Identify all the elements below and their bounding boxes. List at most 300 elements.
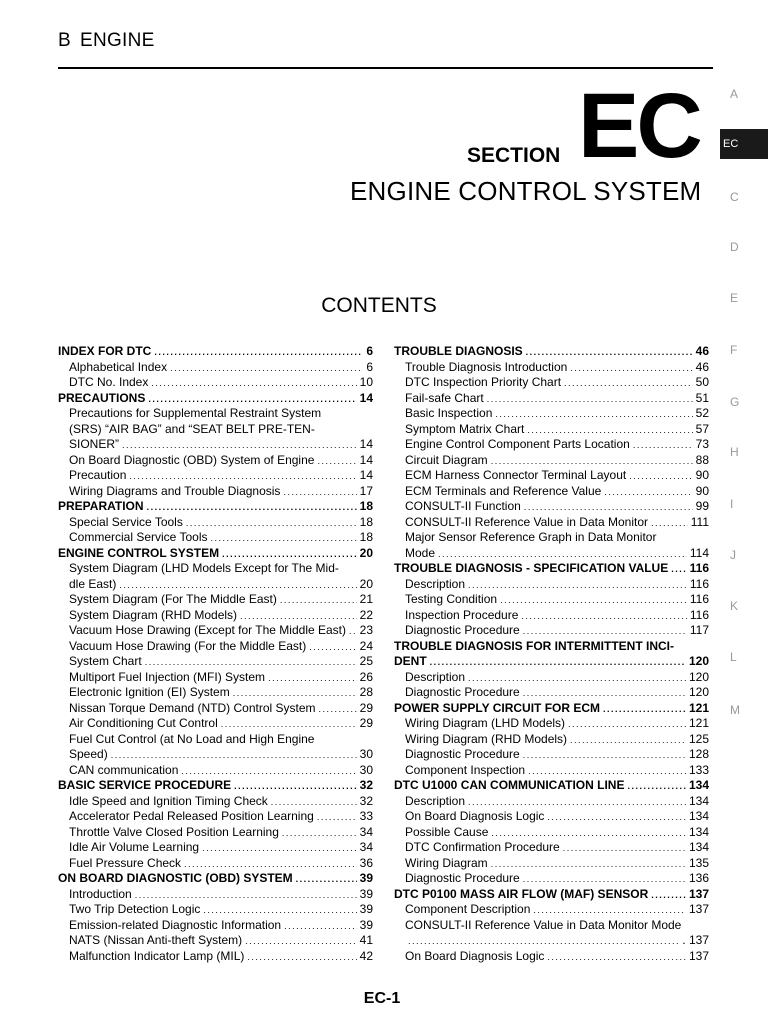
toc-entry-title: Circuit Diagram: [405, 452, 488, 467]
toc-entry-title: Accelerator Pedal Released Position Learning: [69, 809, 314, 823]
toc-entry-page: 57: [695, 421, 709, 436]
toc-entry-page: 134: [688, 824, 709, 839]
toc-entry-title: Basic Inspection: [405, 406, 493, 420]
toc-leader-dots: [181, 764, 356, 779]
toc-entry[interactable]: [58, 577, 373, 593]
contents-heading: CONTENTS: [321, 294, 437, 317]
toc-entry[interactable]: [58, 515, 373, 531]
toc-entry-page: 20: [359, 576, 373, 591]
toc-entry[interactable]: [394, 763, 709, 779]
toc-entry[interactable]: [394, 701, 709, 717]
toc-entry-title: Trouble Diagnosis Introduction: [405, 359, 568, 374]
toc-entry-page: 51: [695, 390, 709, 405]
toc-entry-page: 39: [359, 902, 373, 916]
toc-leader-dots: [524, 500, 693, 515]
toc-entry-title: SIONER”: [69, 437, 120, 451]
toc-entry-title: Mode: [405, 545, 436, 560]
toc-entry[interactable]: [394, 918, 709, 934]
toc-entry-title: PRECAUTIONS: [58, 390, 146, 405]
toc-leader-dots: [319, 702, 357, 717]
toc-leader-dots: [129, 469, 356, 484]
toc-entry[interactable]: [394, 949, 709, 965]
side-index-tab[interactable]: E: [730, 291, 739, 305]
toc-entry-page: 133: [688, 762, 709, 777]
toc-entry[interactable]: [58, 639, 373, 655]
toc-entry-page: 20: [359, 545, 373, 560]
toc-leader-dots: [282, 826, 357, 841]
toc-entry[interactable]: [58, 468, 373, 484]
toc-entry-page: 32: [359, 778, 373, 792]
toc-entry-title: TROUBLE DIAGNOSIS - SPECIFICATION VALUE: [394, 561, 669, 575]
toc-leader-dots: [284, 919, 357, 934]
toc-leader-dots: [491, 454, 693, 469]
toc-entry-page: 114: [689, 545, 709, 560]
toc-leader-dots: [234, 779, 356, 794]
toc-leader-dots: [296, 872, 357, 887]
toc-entry[interactable]: [58, 778, 373, 794]
toc-entry-title: Idle Air Volume Learning: [69, 840, 200, 854]
toc-leader-dots: [563, 841, 686, 856]
toc-entry[interactable]: [394, 592, 709, 608]
toc-entry-page: 39: [359, 886, 373, 901]
toc-entry-page: 120: [688, 654, 709, 668]
toc-entry[interactable]: [394, 654, 709, 670]
toc-entry-title: System Diagram (For The Middle East): [69, 592, 277, 606]
toc-entry-page: 120: [688, 685, 709, 699]
toc-leader-dots: [568, 717, 686, 732]
toc-leader-dots: [570, 361, 692, 376]
toc-leader-dots: [283, 485, 356, 500]
toc-entry-page: 39: [359, 871, 373, 885]
toc-entry-page: 39: [359, 917, 373, 932]
toc-entry-title: DTC Inspection Priority Chart: [405, 375, 562, 389]
toc-entry-title: INDEX FOR DTC: [58, 344, 152, 358]
toc-entry-title: DTC U1000 CAN COMMUNICATION LINE: [394, 778, 625, 792]
toc-leader-dots: [633, 438, 693, 453]
toc-entry[interactable]: [58, 902, 373, 918]
toc-entry-title: ECM Terminals and Reference Value: [405, 483, 602, 498]
toc-entry-page: 121: [688, 700, 709, 715]
toc-entry-page: 34: [359, 840, 373, 854]
toc-entry[interactable]: [394, 499, 709, 515]
toc-entry-page: 134: [688, 840, 709, 854]
toc-entry[interactable]: [394, 778, 709, 794]
toc-entry[interactable]: [58, 608, 373, 624]
toc-entry-title: NATS (Nissan Anti-theft System): [69, 933, 243, 947]
toc-entry-title: CONSULT-II Reference Value in Data Monitor: [405, 514, 648, 529]
toc-entry[interactable]: [58, 887, 373, 903]
toc-entry-title: Diagnostic Procedure: [405, 747, 520, 761]
toc-entry-title: DTC Confirmation Procedure: [405, 840, 560, 854]
toc-entry-title: ON BOARD DIAGNOSTIC (OBD) SYSTEM: [58, 871, 293, 885]
toc-entry[interactable]: [58, 685, 373, 701]
toc-entry-title: Alphabetical Index: [69, 359, 168, 374]
toc-leader-dots: [533, 903, 686, 918]
toc-leader-dots: [111, 748, 357, 763]
toc-entry-title: Electronic Ignition (EI) System: [69, 685, 230, 699]
group-header: [58, 30, 155, 52]
toc-leader-dots: [268, 671, 357, 686]
toc-entry-page: 30: [359, 762, 373, 777]
toc-entry-page: 137: [688, 886, 709, 901]
toc-leader-dots: [309, 640, 356, 655]
toc-entry-title: DTC No. Index: [69, 375, 149, 389]
toc-leader-dots: [500, 593, 687, 608]
toc-entry-page: 30: [359, 747, 373, 761]
toc-entry-title: (SRS) “AIR BAG” and “SEAT BELT PRE-TEN-: [69, 421, 315, 436]
header-rule: [58, 67, 713, 69]
toc-entry[interactable]: [394, 437, 709, 453]
toc-entry-title: POWER SUPPLY CIRCUIT FOR ECM: [394, 700, 601, 715]
toc-entry-page: 111: [690, 514, 709, 529]
toc-entry-page: 18: [359, 499, 373, 513]
toc-entry-page: 33: [359, 809, 373, 823]
toc-entry[interactable]: [394, 515, 709, 531]
toc-entry[interactable]: [394, 809, 709, 825]
toc-leader-dots: [240, 609, 357, 624]
toc-entry[interactable]: [394, 825, 709, 841]
toc-entry[interactable]: [58, 670, 373, 686]
toc-entry[interactable]: [394, 639, 709, 655]
page-number: EC-1: [363, 990, 401, 1007]
toc-leader-dots: [651, 516, 688, 531]
toc-leader-dots: [564, 376, 693, 391]
toc-entry-title: Diagnostic Procedure: [405, 871, 520, 885]
side-index-tab[interactable]: EC: [720, 129, 768, 159]
toc-entry[interactable]: [394, 546, 709, 562]
toc-entry-title: DENT: [394, 654, 427, 668]
toc-entry-title: ENGINE CONTROL SYSTEM: [58, 545, 220, 560]
toc-entry[interactable]: [58, 747, 373, 763]
toc-entry-title: Special Service Tools: [69, 514, 183, 529]
toc-entry-page: 18: [359, 530, 373, 544]
toc-leader-dots: [184, 857, 357, 872]
toc-entry-title: Wiring Diagram: [405, 855, 488, 870]
toc-leader-dots: [651, 888, 686, 903]
toc-leader-dots: [671, 562, 686, 577]
toc-entry-page: 32: [359, 793, 373, 808]
toc-entry[interactable]: [58, 949, 373, 965]
toc-leader-dots: [603, 702, 686, 717]
toc-leader-dots: [147, 500, 357, 515]
toc-entry-title: On Board Diagnostic (OBD) System of Engine: [69, 452, 315, 467]
toc-entry[interactable]: [394, 856, 709, 872]
toc-leader-dots: [317, 454, 356, 469]
toc-entry-title: Description: [405, 793, 466, 808]
toc-entry-page: 29: [359, 716, 373, 730]
toc-entry-title: On Board Diagnosis Logic: [405, 809, 545, 823]
toc-entry[interactable]: [58, 546, 373, 562]
side-index-tab[interactable]: I: [730, 497, 734, 511]
toc-leader-dots: [222, 547, 357, 562]
toc-leader-dots: [271, 795, 357, 810]
toc-entry[interactable]: [58, 592, 373, 608]
toc-entry-title: Fuel Cut Control (at No Load and High Engine: [69, 731, 315, 746]
toc-leader-dots: [154, 345, 363, 360]
toc-entry[interactable]: [394, 391, 709, 407]
side-index: [720, 0, 768, 1024]
toc-entry-page: 28: [359, 685, 373, 699]
toc-entry[interactable]: [58, 763, 373, 779]
toc-entry-title: System Diagram (LHD Models Except for The Mid-: [69, 561, 339, 575]
toc-entry-page: 52: [695, 406, 709, 420]
toc-entry-page: 14: [359, 390, 373, 405]
toc-entry-title: TROUBLE DIAGNOSIS FOR INTERMITTENT INCI-: [394, 638, 674, 653]
toc-leader-dots: [491, 857, 686, 872]
toc-leader-dots: [317, 810, 357, 825]
toc-entry-title: Precautions for Supplemental Restraint System: [69, 406, 322, 420]
toc-entry-title: CONSULT-II Reference Value in Data Monitor Mode: [405, 917, 682, 932]
toc-entry-page: 116: [689, 607, 709, 622]
toc-entry[interactable]: [58, 422, 373, 438]
toc-leader-dots: [221, 717, 357, 732]
toc-entry-title: Multiport Fuel Injection (MFI) System: [69, 669, 266, 684]
toc-entry-page: 36: [359, 855, 373, 870]
toc-entry[interactable]: [58, 375, 373, 391]
toc-entry-title: ECM Harness Connector Terminal Layout: [405, 468, 627, 482]
toc-entry-title: Speed): [69, 747, 108, 761]
toc-entry-title: DTC P0100 MASS AIR FLOW (MAF) SENSOR: [394, 886, 649, 901]
toc-entry-title: Symptom Matrix Chart: [405, 421, 525, 436]
toc-entry[interactable]: [58, 391, 373, 407]
toc-entry[interactable]: [58, 437, 373, 453]
side-index-tab[interactable]: F: [730, 343, 738, 357]
toc-entry-title: System Diagram (RHD Models): [69, 607, 238, 622]
group-name: ENGINE: [79, 30, 155, 51]
toc-entry[interactable]: [394, 406, 709, 422]
toc-leader-dots: [148, 392, 356, 407]
side-index-tab[interactable]: A: [730, 87, 739, 101]
toc-entry-page: 117: [689, 623, 709, 637]
toc-entry-page: 22: [359, 607, 373, 622]
toc-leader-dots: [523, 624, 687, 639]
side-index-tab[interactable]: D: [730, 240, 739, 254]
toc-entry[interactable]: [58, 360, 373, 376]
toc-entry-title: Introduction: [69, 886, 132, 901]
toc-leader-dots: [145, 655, 357, 670]
toc-entry[interactable]: [58, 794, 373, 810]
toc-entry[interactable]: [394, 887, 709, 903]
group-letter: B: [58, 30, 71, 51]
toc-leader-dots: [233, 686, 357, 701]
toc-entry-title: Fail-safe Chart: [405, 390, 484, 405]
toc-entry[interactable]: [394, 623, 709, 639]
toc-entry-page: 137: [688, 902, 709, 916]
toc-leader-dots: [430, 655, 686, 670]
toc-entry-page: 18: [359, 514, 373, 529]
toc-entry-page: 21: [359, 592, 373, 606]
toc-entry[interactable]: [58, 701, 373, 717]
toc-entry[interactable]: [58, 825, 373, 841]
side-index-tab[interactable]: L: [730, 650, 737, 664]
toc-entry-page: 24: [359, 638, 373, 653]
toc-entry[interactable]: [394, 747, 709, 763]
toc-leader-dots: [203, 903, 356, 918]
toc-right-column: [394, 344, 709, 964]
toc-entry-page: 134: [688, 778, 709, 792]
toc-leader-dots: [186, 516, 357, 531]
toc-entry-page: 14: [359, 437, 373, 451]
toc-leader-dots: [487, 392, 693, 407]
toc-entry-title: Diagnostic Procedure: [405, 623, 520, 637]
toc-entry-page: 136: [688, 871, 709, 885]
toc-entry-title: CAN communication: [69, 762, 179, 777]
toc-entry-title: Wiring Diagram (RHD Models): [405, 731, 568, 746]
toc-entry-page: 14: [359, 468, 373, 482]
section-title: ENGINE CONTROL SYSTEM: [350, 176, 702, 206]
toc-leader-dots: [408, 934, 679, 949]
toc-leader-dots: [528, 764, 686, 779]
toc-entry-title: Possible Cause: [405, 824, 489, 839]
toc-leader-dots: [135, 888, 357, 903]
toc-leader-dots: [468, 671, 686, 686]
toc-entry-title: Vacuum Hose Drawing (For the Middle East): [69, 638, 307, 653]
toc-entry[interactable]: [394, 716, 709, 732]
toc-entry[interactable]: [394, 685, 709, 701]
toc-entry-title: Throttle Valve Closed Position Learning: [69, 824, 279, 839]
toc-entry[interactable]: [394, 902, 709, 918]
toc-entry[interactable]: [394, 608, 709, 624]
toc-entry-page: 46: [695, 344, 709, 358]
toc-entry[interactable]: [394, 871, 709, 887]
section-label: SECTION: [467, 144, 561, 167]
toc-leader-dots: [526, 345, 693, 360]
toc-leader-dots: [119, 578, 356, 593]
toc-entry[interactable]: [58, 716, 373, 732]
toc-entry[interactable]: [394, 794, 709, 810]
toc-entry[interactable]: [58, 856, 373, 872]
toc-entry[interactable]: [58, 840, 373, 856]
toc-entry[interactable]: [394, 577, 709, 593]
toc-entry[interactable]: [58, 499, 373, 515]
toc-entry-page: 23: [359, 623, 373, 637]
toc-entry-title: Testing Condition: [405, 592, 498, 606]
toc-entry-title: Fuel Pressure Check: [69, 855, 182, 870]
toc-entry-title: Inspection Procedure: [405, 607, 519, 622]
toc-entry[interactable]: [58, 918, 373, 934]
toc-entry-page: 29: [359, 700, 373, 715]
toc-leader-dots: [438, 547, 687, 562]
toc-entry-page: 116: [689, 576, 709, 591]
toc-entry-page: 90: [695, 483, 709, 498]
toc-leader-dots: [491, 826, 686, 841]
toc-entry-page: 135: [688, 855, 709, 870]
toc-entry[interactable]: [394, 360, 709, 376]
toc-left-column: [58, 344, 373, 964]
toc-entry-page: . 137: [682, 933, 709, 947]
toc-entry-title: Wiring Diagrams and Trouble Diagnosis: [69, 483, 281, 498]
toc-entry-page: 128: [688, 747, 709, 761]
toc-entry[interactable]: [394, 468, 709, 484]
toc-entry-page: 120: [688, 669, 709, 684]
toc-leader-dots: [170, 361, 363, 376]
toc-leader-dots: [547, 950, 686, 965]
side-index-tab[interactable]: J: [730, 548, 736, 562]
toc-entry[interactable]: [58, 623, 373, 639]
toc-entry-page: 14: [359, 452, 373, 467]
section-code: EC: [578, 75, 700, 177]
toc-entry[interactable]: [394, 530, 709, 546]
toc-entry[interactable]: [58, 530, 373, 546]
toc-entry-page: 116: [689, 561, 709, 575]
toc-entry-page: 17: [359, 483, 373, 498]
toc-entry[interactable]: [394, 670, 709, 686]
toc-entry-title: Description: [405, 576, 466, 591]
toc-entry[interactable]: [394, 561, 709, 577]
toc-entry-page: 10: [359, 375, 373, 389]
toc-leader-dots: [211, 531, 357, 546]
toc-entry[interactable]: [394, 453, 709, 469]
toc-entry-page: 26: [359, 669, 373, 684]
toc-entry-title: Major Sensor Reference Graph in Data Monitor: [405, 530, 657, 544]
toc-entry-title: Nissan Torque Demand (NTD) Control System: [69, 700, 316, 715]
toc-entry[interactable]: [58, 484, 373, 500]
side-index-tab[interactable]: K: [730, 599, 739, 613]
toc-entry-title: Precaution: [69, 468, 127, 482]
toc-entry[interactable]: [58, 809, 373, 825]
toc-entry-title: Two Trip Detection Logic: [69, 902, 201, 916]
toc-leader-dots: [202, 841, 357, 856]
toc-entry-title: On Board Diagnosis Logic: [405, 948, 545, 963]
toc-entry-title: Air Conditioning Cut Control: [69, 716, 218, 730]
toc-leader-dots: [604, 485, 692, 500]
toc-entry[interactable]: [58, 654, 373, 670]
side-index-tab[interactable]: G: [730, 395, 740, 409]
toc-entry-page: 137: [688, 948, 709, 963]
toc-entry[interactable]: [394, 484, 709, 500]
toc-entry[interactable]: [58, 406, 373, 422]
toc-entry-title: CONSULT-II Function: [405, 499, 521, 513]
toc-entry-page: 134: [688, 809, 709, 823]
toc-entry-page: 121: [688, 716, 709, 730]
toc-leader-dots: [523, 686, 686, 701]
toc-leader-dots: [629, 469, 692, 484]
toc-entry[interactable]: [394, 732, 709, 748]
toc-entry[interactable]: [58, 344, 373, 360]
toc-entry[interactable]: [394, 840, 709, 856]
toc-leader-dots: [245, 934, 356, 949]
toc-entry[interactable]: [394, 375, 709, 391]
toc-entry-page: 50: [695, 375, 709, 389]
toc-entry[interactable]: [58, 933, 373, 949]
toc-leader-dots: [151, 376, 356, 391]
toc-entry[interactable]: [394, 344, 709, 360]
toc-entry-title: TROUBLE DIAGNOSIS: [394, 344, 523, 358]
toc-entry-page: 73: [695, 437, 709, 451]
toc-entry-title: dle East): [69, 576, 117, 591]
side-index-tab[interactable]: C: [730, 190, 739, 204]
toc-entry-title: Engine Control Component Parts Location: [405, 437, 630, 451]
toc-entry[interactable]: [58, 453, 373, 469]
toc-entry-title: Malfunction Indicator Lamp (MIL): [69, 948, 245, 963]
toc-entry-page: 99: [695, 499, 709, 513]
toc-entry[interactable]: [394, 933, 709, 949]
toc-entry[interactable]: [58, 732, 373, 748]
toc-leader-dots: [468, 795, 686, 810]
toc-entry[interactable]: [58, 871, 373, 887]
toc-entry-title: Vacuum Hose Drawing (Except for The Middle East): [69, 623, 347, 637]
toc-entry-page: 88: [695, 452, 709, 467]
toc-entry-title: BASIC SERVICE PROCEDURE: [58, 778, 232, 792]
toc-entry-page: 25: [359, 654, 373, 668]
toc-leader-dots: [349, 624, 357, 639]
toc-entry[interactable]: [58, 561, 373, 577]
side-index-tab[interactable]: H: [730, 445, 739, 459]
side-index-tab[interactable]: M: [730, 703, 740, 717]
toc-entry[interactable]: [394, 422, 709, 438]
toc-leader-dots: [280, 593, 357, 608]
toc-leader-dots: [521, 609, 686, 624]
